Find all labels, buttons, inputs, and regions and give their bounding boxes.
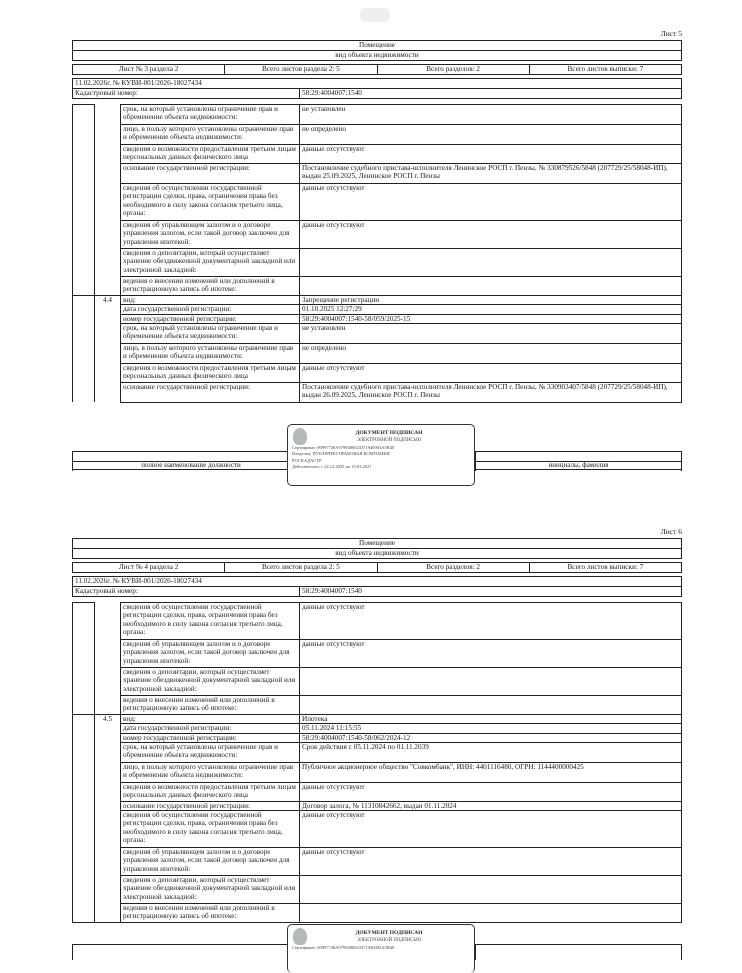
cadastral-label: Кадастровый номер: xyxy=(73,587,300,597)
meta-sheet-in-section: Лист № 3 раздела 2 xyxy=(73,65,225,75)
extract-number: 11.02.2026г. № КУВИ-001/2026-18027434 xyxy=(73,577,682,587)
object-type-header xyxy=(72,40,682,61)
stamp-subtitle: ЭЛЕКТРОННОЙ ПОДПИСЬЮ xyxy=(356,937,422,943)
object-type-caption: вид объекта недвижимости xyxy=(73,51,682,61)
row-label: срок, на который установлены ограничение прав и обременение объекта недвижимости: xyxy=(121,742,300,762)
row-label: ведения о внесении изменений или дополнений в регистрационную запись об ипотеке: xyxy=(121,904,300,923)
extract-number: 11.02.2026г. № КУВИ-001/2026-18027434 xyxy=(73,79,682,89)
row-value xyxy=(300,668,682,696)
row-value: данные отсутствуют xyxy=(300,640,682,668)
e-signature-stamp xyxy=(287,924,475,973)
row-label: сведения о возможности предоставления третьим лицам персональных данных физического лица xyxy=(121,363,300,382)
emblem-icon xyxy=(293,928,307,945)
stamp-title: ДОКУМЕНТ ПОДПИСАН xyxy=(355,430,423,436)
row-label: сведения об осуществлении государственной регистрации сделки, права, ограничения права без необходимого в силу закона согласия третьего лица, органа: xyxy=(121,603,300,640)
row-label: лицо, в пользу которого установлены ограничение прав и обременение объекта недвижимости: xyxy=(121,343,300,363)
meta-extract-sheets: Всего листов выписки: 7 xyxy=(529,563,681,573)
row-value xyxy=(300,876,682,904)
object-type-header xyxy=(72,538,682,559)
stamp-validity: Действителен: с 24.12.2025 по 19.03.2027 xyxy=(292,464,372,470)
row-value: не определено xyxy=(300,125,682,145)
row-value: данные отсутствуют xyxy=(300,184,682,221)
row-value xyxy=(300,696,682,715)
row-label: номер государственной регистрации: xyxy=(121,733,300,742)
meta-extract-sheets: Всего листов выписки: 7 xyxy=(529,65,681,75)
entry-number: 4.5 xyxy=(95,715,121,724)
row-value: 58:29:4004007:1540-58/059/2025-15 xyxy=(300,314,682,323)
sheet-meta xyxy=(72,64,682,75)
stamp-certificate: Сертификат: 00997748A9799480023371940003A5B40 xyxy=(292,944,395,950)
row-label: лицо, в пользу которого установлены ограничение прав и обременение объекта недвижимости: xyxy=(121,762,300,782)
row-value: данные отсутствуют xyxy=(300,221,682,249)
cadastral-label: Кадастровый номер: xyxy=(73,89,300,99)
row-value: не установлен xyxy=(300,105,682,125)
row-label: основание государственной регистрации: xyxy=(121,164,300,184)
row-label: срок, на который установлены ограничение прав и обременение объекта недвижимости: xyxy=(121,323,300,343)
row-value: данные отсутствуют xyxy=(300,363,682,382)
row-label: сведения о возможности предоставления третьим лицам персональных данных физического лица xyxy=(121,782,300,801)
row-label: дата государственной регистрации: xyxy=(121,724,300,733)
row-label: основание государственной регистрации: xyxy=(121,801,300,810)
meta-section-sheets: Всего листов раздела 2: 5 xyxy=(225,65,377,75)
entry-number: 4.4 xyxy=(95,296,121,305)
row-value: данные отсутствуют xyxy=(300,811,682,848)
initials-caption: инициалы, фамилия xyxy=(548,461,609,469)
row-value: Постановление судебного пристава-исполнителя Ленинское РОСП г. Пензы, № 330903407/5848 (207729/25/58048-ИП), выдан 26.09.2025, Ленинское РОСП г. Пензы xyxy=(300,382,682,402)
stamp-subtitle: ЭЛЕКТРОННОЙ ПОДПИСЬЮ xyxy=(356,437,422,443)
row-label: дата государственной регистрации: xyxy=(121,305,300,314)
encumbrance-table xyxy=(72,104,682,403)
row-value: Публичное акционерное общество "Совкомбанк", ИНН: 4401116480, ОГРН: 1144400000425 xyxy=(300,762,682,782)
row-value xyxy=(300,277,682,296)
row-value: 58:29:4004007:1540-58/062/2024-12 xyxy=(300,733,682,742)
row-label: сведения об осуществлении государственной регистрации сделки, права, ограничения права без необходимого в силу закона согласия третьего лица, органа: xyxy=(121,184,300,221)
row-value: данные отсутствуют xyxy=(300,603,682,640)
e-signature-stamp xyxy=(287,424,475,486)
row-value: Ипотека xyxy=(300,715,682,724)
row-value: Запрещение регистрации xyxy=(300,296,682,305)
meta-sections-total: Всего разделов: 2 xyxy=(377,65,529,75)
extract-info xyxy=(72,78,682,99)
position-caption: полное наименование должности xyxy=(141,461,241,469)
row-value: данные отсутствуют xyxy=(300,145,682,164)
row-label: лицо, в пользу которого установлены ограничение прав и обременение объекта недвижимости: xyxy=(121,125,300,145)
page-5 xyxy=(72,30,682,403)
cadastral-value: 58:29:4004007:1540 xyxy=(300,89,682,99)
stamp-owner-2: РОСКАДАСТР xyxy=(292,457,322,463)
meta-sections-total: Всего разделов: 2 xyxy=(377,563,529,573)
row-value xyxy=(300,904,682,923)
row-label: номер государственной регистрации: xyxy=(121,314,300,323)
row-value: Срок действия с 05.11.2024 по 01.11.2039 xyxy=(300,742,682,762)
extract-info xyxy=(72,576,682,597)
row-value: Договор залога, № 11310842662, выдан 01.11.2024 xyxy=(300,801,682,810)
page-6 xyxy=(72,528,682,923)
object-type: Помещение xyxy=(73,41,682,51)
row-value xyxy=(300,249,682,277)
sheet-meta xyxy=(72,562,682,573)
encumbrance-table xyxy=(72,602,682,923)
sheet-number: Лист 5 xyxy=(660,29,682,38)
row-label: сведения о депозитарии, который осуществляет хранение обездвиженной документарной закладной или электронной закладной: xyxy=(121,668,300,696)
row-value: 01.10.2025 12:27:29 xyxy=(300,305,682,314)
row-label: ведения о внесении изменений или дополнений в регистрационную запись об ипотеке: xyxy=(121,696,300,715)
row-label: сведения об осуществлении государственной регистрации сделки, права, ограничения права без необходимого в силу закона согласия третьего лица, органа: xyxy=(121,811,300,848)
row-label: основание государственной регистрации: xyxy=(121,382,300,402)
meta-sheet-in-section: Лист № 4 раздела 2 xyxy=(73,563,225,573)
row-label: срок, на который установлены ограничение прав и обременение объекта недвижимости: xyxy=(121,105,300,125)
sheet-number: Лист 6 xyxy=(660,527,682,536)
emblem-icon xyxy=(293,428,307,445)
row-value: данные отсутствуют xyxy=(300,848,682,876)
row-value: Постановление судебного пристава-исполнителя Ленинское РОСП г. Пензы, № 330879526/5848 (207729/25/58048-ИП), выдан 25.09.2025, Ленинское РОСП г. Пензы xyxy=(300,164,682,184)
row-value: не определено xyxy=(300,343,682,363)
stamp-owner: Владелец: ПУБЛИЧНО-ПРАВОВАЯ КОМПАНИЯ xyxy=(292,451,390,457)
object-type-caption: вид объекта недвижимости xyxy=(73,549,682,559)
row-label: вид: xyxy=(121,715,300,724)
meta-section-sheets: Всего листов раздела 2: 5 xyxy=(225,563,377,573)
object-type: Помещение xyxy=(73,539,682,549)
row-value: 05.11.2024 11:15:55 xyxy=(300,724,682,733)
row-label: сведения о депозитарии, который осуществляет хранение обездвиженной документарной закладной или электронной закладной: xyxy=(121,249,300,277)
scan-artifact xyxy=(360,8,390,22)
row-value: данные отсутствуют xyxy=(300,782,682,801)
row-label: сведения о возможности предоставления третьим лицам персональных данных физического лица xyxy=(121,145,300,164)
row-value: не установлен xyxy=(300,323,682,343)
row-label: сведения о депозитарии, который осуществляет хранение обездвиженной документарной закладной или электронной закладной: xyxy=(121,876,300,904)
row-label: ведения о внесении изменений или дополнений в регистрационную запись об ипотеке: xyxy=(121,277,300,296)
stamp-certificate: Сертификат: 00997748A9799480023371940003A5B40 xyxy=(292,444,395,450)
row-label: сведения об управляющем залогом и о договоре управления залогом, если такой договор заключен для управления ипотекой: xyxy=(121,640,300,668)
row-label: сведения об управляющем залогом и о договоре управления залогом, если такой договор заключен для управления ипотекой: xyxy=(121,221,300,249)
cadastral-value: 58:29:4004007:1540 xyxy=(300,587,682,597)
stamp-title: ДОКУМЕНТ ПОДПИСАН xyxy=(355,930,423,936)
row-label: вид: xyxy=(121,296,300,305)
row-label: сведения об управляющем залогом и о договоре управления залогом, если такой договор заключен для управления ипотекой: xyxy=(121,848,300,876)
